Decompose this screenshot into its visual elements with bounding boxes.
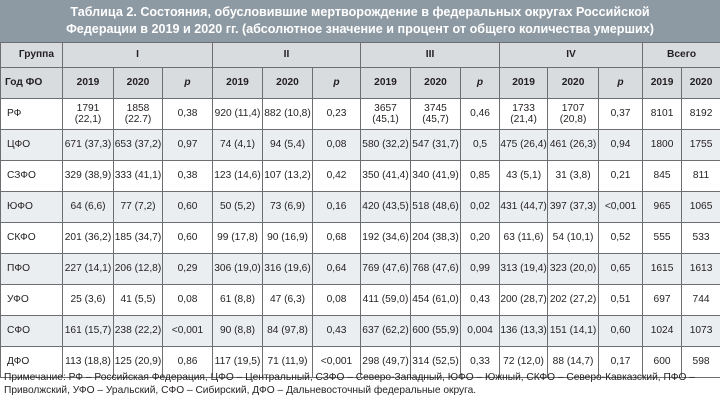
data-cell: 0,65 — [599, 254, 643, 285]
data-cell: 0,38 — [163, 99, 213, 130]
region-cell: ЦФО — [1, 130, 63, 161]
data-cell: 0,21 — [599, 161, 643, 192]
table-row — [1, 254, 720, 285]
title-line-2: Федерации в 2019 и 2020 гг. (абсолютное значение и процент от общего количества умерших) — [66, 22, 654, 36]
data-cell: 43 (5,1) — [500, 161, 548, 192]
data-cell: 94 (5,4) — [263, 130, 313, 161]
data-cell: 323 (20,0) — [548, 254, 599, 285]
data-cell: 1800 — [643, 130, 682, 161]
data-cell: 0,94 — [599, 130, 643, 161]
data-cell: 0,23 — [313, 99, 361, 130]
col-2019: 2019 — [643, 68, 682, 99]
data-cell: 411 (59,0) — [361, 285, 411, 316]
table-row — [1, 316, 720, 347]
data-cell: 63 (11,6) — [500, 223, 548, 254]
data-cell: 0,43 — [313, 316, 361, 347]
data-cell: 0,42 — [313, 161, 361, 192]
data-cell: 580 (32,2) — [361, 130, 411, 161]
data-cell: 697 — [643, 285, 682, 316]
data-cell: 637 (62,2) — [361, 316, 411, 347]
data-cell: 1065 — [682, 192, 720, 223]
data-cell: 99 (17,8) — [213, 223, 263, 254]
data-cell: 768 (47,6) — [411, 254, 461, 285]
data-cell: 72 (12,0) — [500, 347, 548, 378]
year-fo-label: Год ФО — [1, 68, 63, 99]
table-row — [1, 99, 720, 130]
data-cell: 41 (5,5) — [114, 285, 163, 316]
data-cell: 8192 — [682, 99, 720, 130]
data-cell: 84 (97,8) — [263, 316, 313, 347]
data-cell: 555 — [643, 223, 682, 254]
data-cell: 0,5 — [461, 130, 500, 161]
table-row — [1, 130, 720, 161]
region-cell: ПФО — [1, 254, 63, 285]
data-cell: 671 (37,3) — [63, 130, 114, 161]
data-cell: 238 (22,2) — [114, 316, 163, 347]
data-cell: 0,37 — [599, 99, 643, 130]
data-cell: 125 (20,9) — [114, 347, 163, 378]
data-cell: 77 (7,2) — [114, 192, 163, 223]
data-cell: 90 (16,9) — [263, 223, 313, 254]
data-cell: 0,38 — [163, 161, 213, 192]
region-cell: РФ — [1, 99, 63, 130]
data-cell: 3745 (45,7) — [411, 99, 461, 130]
data-cell: 202 (27,2) — [548, 285, 599, 316]
data-cell: 518 (48,6) — [411, 192, 461, 223]
data-cell: 1707 (20,8) — [548, 99, 599, 130]
data-cell: 845 — [643, 161, 682, 192]
data-cell: 1755 — [682, 130, 720, 161]
data-cell: 0,86 — [163, 347, 213, 378]
data-cell: 113 (18,8) — [63, 347, 114, 378]
group-header-I: I — [63, 43, 213, 68]
data-cell: 920 (11,4) — [213, 99, 263, 130]
table-row — [1, 285, 720, 316]
data-cell: 811 — [682, 161, 720, 192]
data-cell: 50 (5,2) — [213, 192, 263, 223]
data-cell: 1791 (22,1) — [63, 99, 114, 130]
data-cell: 313 (19,4) — [500, 254, 548, 285]
data-cell: 769 (47,6) — [361, 254, 411, 285]
data-cell: 600 — [643, 347, 682, 378]
data-cell: 306 (19,0) — [213, 254, 263, 285]
data-cell: <0,001 — [599, 192, 643, 223]
data-cell: 329 (38,9) — [63, 161, 114, 192]
data-cell: 54 (10,1) — [548, 223, 599, 254]
data-cell: 192 (34,6) — [361, 223, 411, 254]
data-cell: 454 (61,0) — [411, 285, 461, 316]
col-p: p — [461, 68, 500, 99]
data-cell: 475 (26,4) — [500, 130, 548, 161]
col-2020: 2020 — [263, 68, 313, 99]
data-cell: 0,97 — [163, 130, 213, 161]
data-cell: <0,001 — [163, 316, 213, 347]
col-2019: 2019 — [500, 68, 548, 99]
data-cell: 151 (14,1) — [548, 316, 599, 347]
region-cell: ЮФО — [1, 192, 63, 223]
data-cell: 0,68 — [313, 223, 361, 254]
data-cell: 227 (14,1) — [63, 254, 114, 285]
data-cell: 533 — [682, 223, 720, 254]
data-cell: 600 (55,9) — [411, 316, 461, 347]
data-cell: 0,60 — [163, 192, 213, 223]
table-row — [1, 223, 720, 254]
data-cell: 0,16 — [313, 192, 361, 223]
region-cell: ДФО — [1, 347, 63, 378]
group-header-III: III — [361, 43, 500, 68]
data-cell: 0,52 — [599, 223, 643, 254]
region-cell: СКФО — [1, 223, 63, 254]
region-cell: СЗФО — [1, 161, 63, 192]
data-cell: 0,02 — [461, 192, 500, 223]
group-label: Группа — [1, 43, 63, 68]
data-cell: 0,08 — [163, 285, 213, 316]
group-header-total: Всего — [643, 43, 720, 68]
data-cell: 0,46 — [461, 99, 500, 130]
region-cell: УФО — [1, 285, 63, 316]
data-cell: 117 (19,5) — [213, 347, 263, 378]
data-cell: 200 (28,7) — [500, 285, 548, 316]
data-cell: 1073 — [682, 316, 720, 347]
group-header-IV: IV — [500, 43, 643, 68]
data-cell: 340 (41,9) — [411, 161, 461, 192]
data-cell: 0,08 — [313, 285, 361, 316]
data-cell: 1024 — [643, 316, 682, 347]
data-cell: 0,99 — [461, 254, 500, 285]
data-cell: 397 (37,3) — [548, 192, 599, 223]
group-header-II: II — [213, 43, 361, 68]
data-cell: 88 (14,7) — [548, 347, 599, 378]
data-cell: 333 (41,1) — [114, 161, 163, 192]
data-cell: 598 — [682, 347, 720, 378]
data-cell: 1613 — [682, 254, 720, 285]
data-cell: 0,51 — [599, 285, 643, 316]
data-cell: 185 (34,7) — [114, 223, 163, 254]
data-cell: 73 (6,9) — [263, 192, 313, 223]
table-note: Примечание: РФ – Российская Федерация, ЦФО – Центральный, СЗФО – Северо-Западный, ЮФО – Южный, СКФО – Северо-Кавказский, ПФО – Приволжский, УФО – Уральский, СФО – Сибирский, ДФО – Дальневосточный федеральные округа. — [4, 372, 695, 396]
data-cell: 71 (11,9) — [263, 347, 313, 378]
col-p: p — [163, 68, 213, 99]
stillbirth-table — [0, 42, 720, 378]
data-cell: 161 (15,7) — [63, 316, 114, 347]
col-2019: 2019 — [63, 68, 114, 99]
table-title — [0, 0, 720, 42]
col-2020: 2020 — [682, 68, 720, 99]
data-cell: 0,08 — [313, 130, 361, 161]
data-cell: 206 (12,8) — [114, 254, 163, 285]
data-cell: 316 (19,6) — [263, 254, 313, 285]
data-cell: 0,85 — [461, 161, 500, 192]
data-cell: 47 (6,3) — [263, 285, 313, 316]
data-cell: 744 — [682, 285, 720, 316]
data-cell: 0,43 — [461, 285, 500, 316]
title-line-1: Таблица 2. Состояния, обусловившие мертворождение в федеральных округах Российской — [70, 5, 650, 19]
data-cell: 653 (37,2) — [114, 130, 163, 161]
data-cell: 201 (36,2) — [63, 223, 114, 254]
data-cell: 0,64 — [313, 254, 361, 285]
data-cell: 298 (49,7) — [361, 347, 411, 378]
table-row — [1, 161, 720, 192]
data-cell: 420 (43,5) — [361, 192, 411, 223]
region-cell: СФО — [1, 316, 63, 347]
col-2020: 2020 — [548, 68, 599, 99]
data-cell: 0,29 — [163, 254, 213, 285]
data-cell: 314 (52,5) — [411, 347, 461, 378]
data-cell: 25 (3,6) — [63, 285, 114, 316]
data-cell: 123 (14,6) — [213, 161, 263, 192]
data-cell: 1733 (21,4) — [500, 99, 548, 130]
data-cell: 547 (31,7) — [411, 130, 461, 161]
data-cell: 61 (8,8) — [213, 285, 263, 316]
data-cell: 0,33 — [461, 347, 500, 378]
col-2019: 2019 — [361, 68, 411, 99]
col-2019: 2019 — [213, 68, 263, 99]
data-cell: 350 (41,4) — [361, 161, 411, 192]
table-row — [1, 192, 720, 223]
data-cell: 431 (44,7) — [500, 192, 548, 223]
data-cell: 461 (26,3) — [548, 130, 599, 161]
col-2020: 2020 — [411, 68, 461, 99]
data-cell: 74 (4,1) — [213, 130, 263, 161]
data-cell: 882 (10,8) — [263, 99, 313, 130]
data-cell: 136 (13,3) — [500, 316, 548, 347]
col-p: p — [599, 68, 643, 99]
data-cell: 107 (13,2) — [263, 161, 313, 192]
data-cell: 0,60 — [163, 223, 213, 254]
data-cell: 965 — [643, 192, 682, 223]
data-cell: 64 (6,6) — [63, 192, 114, 223]
col-2020: 2020 — [114, 68, 163, 99]
data-cell: 1858 (22.7) — [114, 99, 163, 130]
data-cell: <0,001 — [313, 347, 361, 378]
data-cell: 90 (8,8) — [213, 316, 263, 347]
data-cell: 0,17 — [599, 347, 643, 378]
data-cell: 31 (3,8) — [548, 161, 599, 192]
data-cell: 0,004 — [461, 316, 500, 347]
data-cell: 3657 (45,1) — [361, 99, 411, 130]
data-cell: 8101 — [643, 99, 682, 130]
data-cell: 1615 — [643, 254, 682, 285]
data-cell: 204 (38,3) — [411, 223, 461, 254]
data-cell: 0,60 — [599, 316, 643, 347]
data-cell: 0,20 — [461, 223, 500, 254]
col-p: p — [313, 68, 361, 99]
